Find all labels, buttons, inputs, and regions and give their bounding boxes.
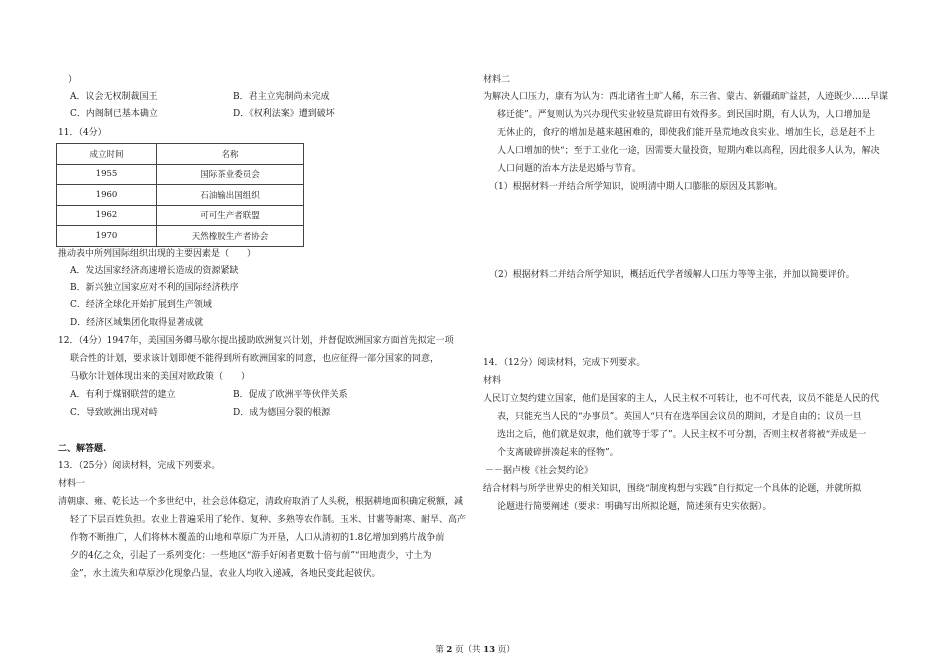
page-footer (0, 643, 950, 655)
q14-material-line-1: 人民订立契约建立国家，他们是国家的主人，人民主权不可转让，也不可代表，议员不能是人民的代 (483, 394, 880, 404)
table-cell-name: 天然橡胶生产者协会 (157, 226, 304, 247)
q14-material-line-2: 表，只能充当人民的“办事员”。英国人“只有在选举国会议员的期间，才是自由的；议员一旦 (497, 412, 862, 422)
table-cell-name: 石油输出国组织 (157, 185, 304, 206)
q11-organizations-table (56, 143, 304, 247)
q10-option-c: C．内阁制已基本确立 (70, 109, 158, 119)
material-1-line-5: 金”，水土流失和草原沙化现象凸显，农业人均收入递减，各地民变此起彼伏。 (70, 569, 381, 579)
q14-material-line-4: 个支离破碎拼凑起来的怪物”。 (497, 448, 619, 458)
q10-option-d: D．《权利法案》遭到破坏 (233, 109, 335, 119)
table-cell-year: 1955 (57, 164, 157, 185)
table-row (57, 164, 304, 185)
material-2-line-2: 移迁徙”。严复则认为兴办现代实业较垦荒辟田有效得多。到民国时期，有人认为，人口增加是 (497, 110, 871, 120)
table-header-cell: 名称 (157, 144, 304, 165)
footer-page-number: 2 (446, 645, 453, 655)
q12-option-d: D．成为德国分裂的根源 (233, 408, 331, 418)
q11-stem: 推动表中所列国际组织出现的主要因素是（ ） (58, 249, 257, 259)
material-2-line-3: 无休止的，食疗的增加是越来越困难的，即使我们能开垦荒地改良实业、增加生长，总是赶不上 (497, 128, 876, 138)
q11-option-c: C．经济全球化开始扩展到生产领域 (70, 300, 212, 310)
table-cell-year: 1962 (57, 205, 157, 226)
table-row (57, 205, 304, 226)
q11-header: 11．（4分） (58, 128, 107, 138)
material-1-label: 材料一 (58, 479, 86, 489)
material-2-line-4: 人人口增加的快“；至于工业化一途，因需要大量投资，短期内难以高程，因此很多人认为，解决 (497, 146, 880, 156)
table-row (57, 185, 304, 206)
material-1-line-4: 夕的4亿之众，引起了一系列变化：一些地区“游手好闲者更数十倍与前”“田地责少，寸土为 (70, 551, 432, 561)
q14-source: －－据卢梭《社会契约论》 (485, 466, 594, 476)
q10-stem-tail: ） (68, 75, 78, 85)
q13-sub-question-2: （2）根据材料二并结合所学知识，概括近代学者缓解人口压力等等主张，并加以简要评价。 (489, 270, 855, 280)
q13-sub-question-1: （1）根据材料一并结合所学知识，说明清中期人口膨胀的原因及其影响。 (489, 182, 783, 192)
q12-stem-line-1: 12．（4分）1947年，美国国务卿马歇尔提出援助欧洲复兴计划，并督促欧洲国家方面首先拟定一项 (58, 336, 454, 346)
q11-option-a: A．发达国家经济高速增长造成的资源紧缺 (70, 266, 239, 276)
table-header-cell: 成立时间 (57, 144, 157, 165)
q12-stem-line-2: 联合性的计划，要求该计划即便不能得到所有欧洲国家的同意，也应征得一部分国家的同意， (70, 354, 440, 364)
q14-header: 14．（12分）阅读材料，完成下列要求。 (483, 358, 646, 368)
q11-option-d: D．经济区域集团化取得显著成就 (70, 318, 204, 328)
section-title-answer-questions: 二、解答题. (58, 444, 107, 454)
table-cell-name: 国际茶业委员会 (157, 164, 304, 185)
q10-option-a: A．议会无权制裁国王 (70, 92, 158, 102)
q12-option-b: B．促成了欧洲平等伙伴关系 (233, 390, 348, 400)
table-header-row (57, 144, 304, 165)
q14-task-line-2: 论题进行简要阐述（要求：明确写出所拟论题，简述须有史实依据）。 (497, 502, 772, 512)
material-1-line-1: 清朝康、雍、乾长达一个多世纪中，社会总体稳定，清政府取消了人头税，根据耕地面积确定税额，减 (58, 497, 464, 507)
footer-mid: 页（共 (455, 645, 481, 655)
material-1-line-3: 作物不断推广，人们将林木覆盖的山地和草原广为开垦，人口从清初的1.8亿增加到鸦片战争前 (70, 533, 445, 543)
q14-material-line-3: 选出之后，他们就是奴隶，他们就等于零了”。人民主权不可分割，否则主权者将被“弄成是一 (497, 430, 867, 440)
q12-option-a: A．有利于煤钢联营的建立 (70, 390, 176, 400)
q14-task-line-1: 结合材料与所学世界史的相关知识，围绕“制度构想与实践”自行拟定一个具体的论题，并就所拟 (483, 484, 862, 494)
q12-stem-line-3: 马歇尔计划体现出来的美国对欧政策（ ） (70, 372, 251, 382)
q14-material-label: 材料 (483, 376, 502, 386)
footer-total-pages: 13 (483, 645, 496, 655)
table-cell-year: 1960 (57, 185, 157, 206)
q12-option-c: C．导致欧洲出现对峙 (70, 408, 158, 418)
table-cell-name: 可可生产者联盟 (157, 205, 304, 226)
table-cell-year: 1970 (57, 226, 157, 247)
material-1-line-2: 轻了下层百姓负担。农业上普遍采用了轮作、复种、多熟等农作制。玉米、甘薯等耐寒、耐旱、高产 (70, 515, 467, 525)
q13-header: 13．（25分）阅读材料，完成下列要求。 (58, 461, 221, 471)
material-2-line-1: 为解决人口压力，康有为认为：西北诸省土旷人稀，东三省、蒙古、新疆疏旷益甚，人迹既少……早谋 (483, 92, 889, 102)
footer-suffix: 页） (497, 645, 515, 655)
material-2-label: 材料二 (483, 75, 511, 85)
q11-option-b: B．新兴独立国家应对不利的国际经济秩序 (70, 283, 239, 293)
footer-prefix: 第 (435, 645, 444, 655)
q10-option-b: B．君主立宪制尚未完成 (233, 92, 330, 102)
table-row (57, 226, 304, 247)
material-2-line-5: 人口问题的治本方法是迟婚与节育。 (497, 164, 642, 174)
